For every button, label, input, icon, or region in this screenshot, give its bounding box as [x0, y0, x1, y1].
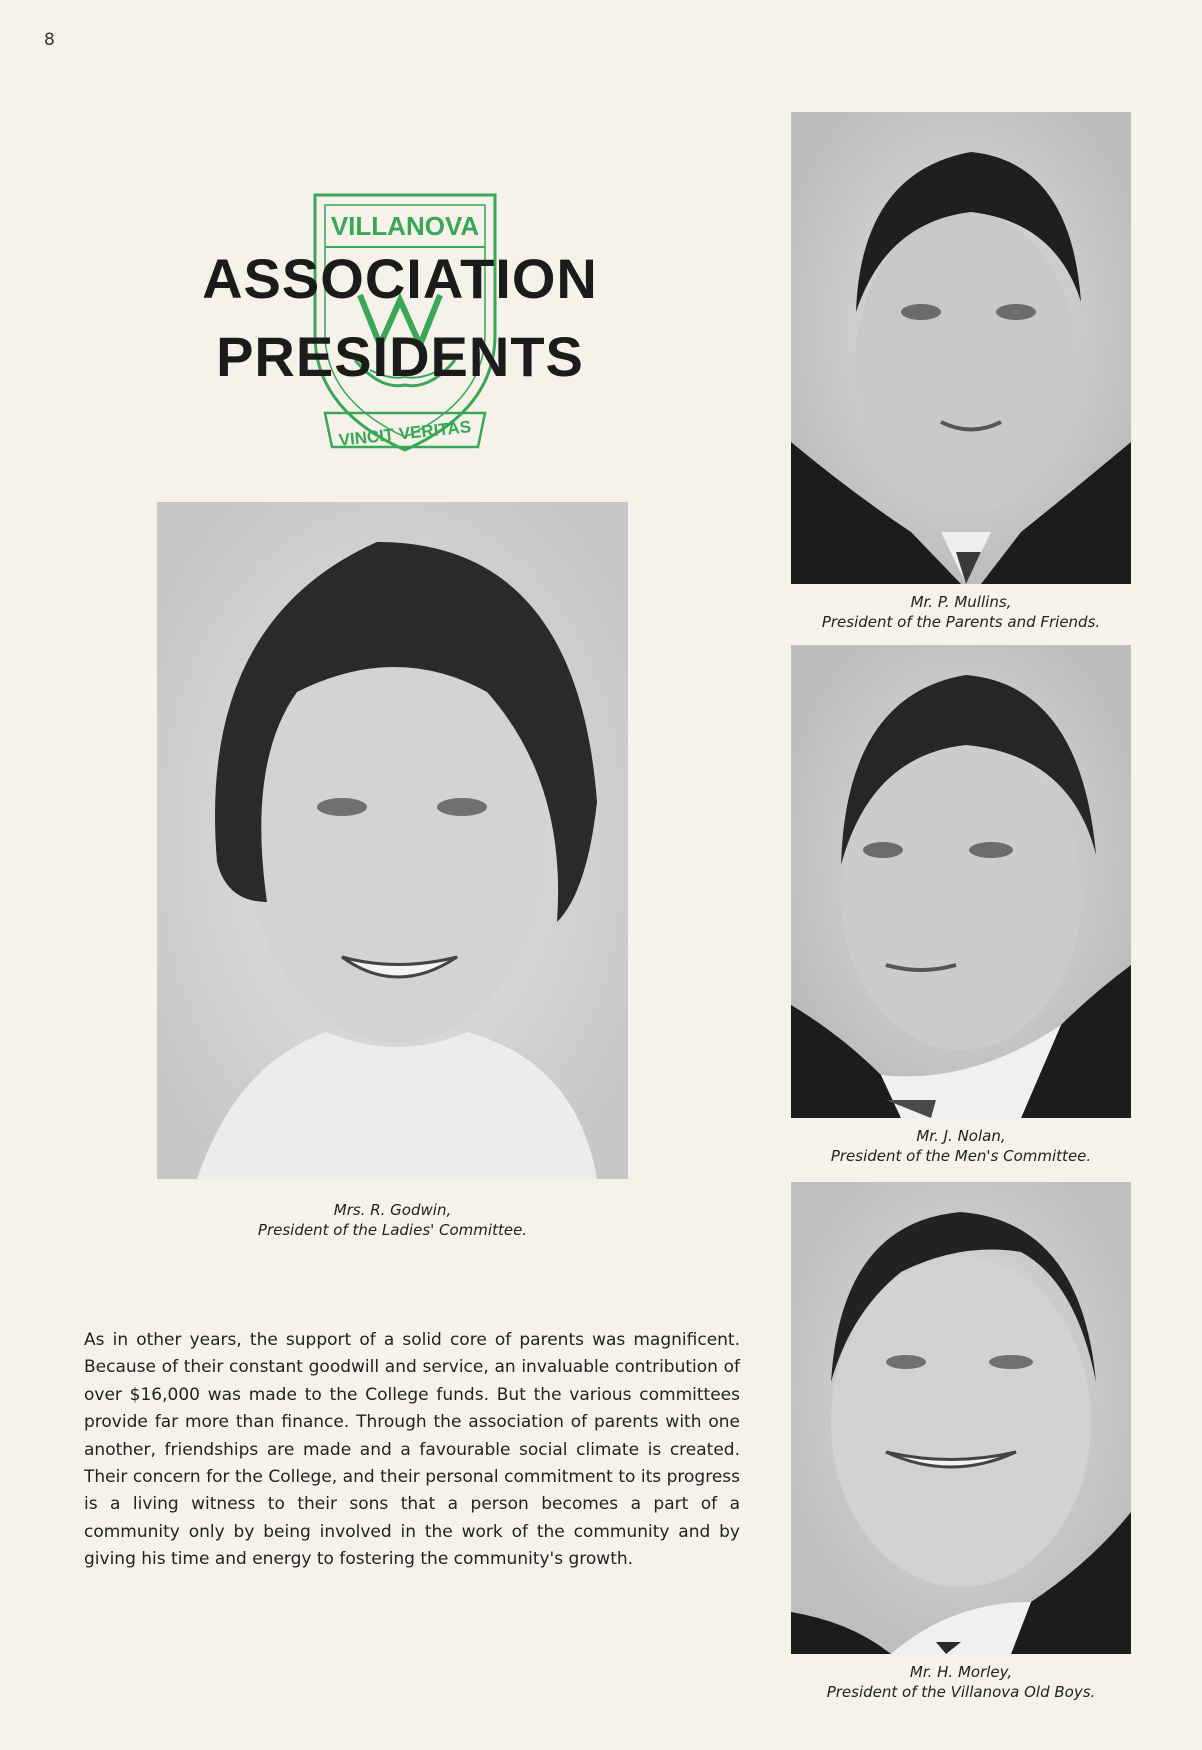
portrait-photo-mullins [791, 112, 1131, 584]
caption-role: President of the Villanova Old Boys. [826, 1683, 1096, 1701]
page-number: 8 [44, 30, 55, 50]
caption-name: Mr. P. Mullins, [910, 593, 1012, 611]
caption-role: President of the Men's Committee. [830, 1147, 1092, 1165]
caption-name: Mr. J. Nolan, [916, 1127, 1006, 1145]
body-paragraph: As in other years, the support of a solid core of parents was magnificent. Because of their constant goodwill and service, an invaluable contribution of over $16,000 was made to the College funds. But the various committees provide far more than finance. Through the association of parents with one another, friendships are made and a favourable social climate is created. Their concern for the College, and their personal commitment to its progress is a living witness to their sons that a person becomes a part of a community only by being involved in the work of the community and by giving his time and energy to fostering the community's growth. [84, 1330, 740, 1570]
portrait-photo-nolan [791, 645, 1131, 1118]
caption-nolan [791, 1126, 1131, 1166]
caption-name: Mr. H. Morley, [909, 1663, 1013, 1681]
caption-morley [791, 1662, 1131, 1702]
page-title [150, 240, 650, 396]
crest-top-text: VILLANOVA [330, 211, 480, 241]
caption-name: Mrs. R. Godwin, [333, 1201, 452, 1219]
caption-mullins [791, 592, 1131, 632]
caption-role: President of the Ladies' Committee. [257, 1221, 528, 1239]
portrait-photo-morley [791, 1182, 1131, 1654]
title-line-2: PRESIDENTS [216, 325, 584, 388]
portrait-photo-godwin [157, 502, 628, 1179]
caption-godwin [157, 1200, 628, 1240]
title-line-1: ASSOCIATION [202, 247, 598, 310]
caption-role: President of the Parents and Friends. [821, 613, 1101, 631]
crest-motto: VINCIT VERITAS [337, 417, 472, 450]
